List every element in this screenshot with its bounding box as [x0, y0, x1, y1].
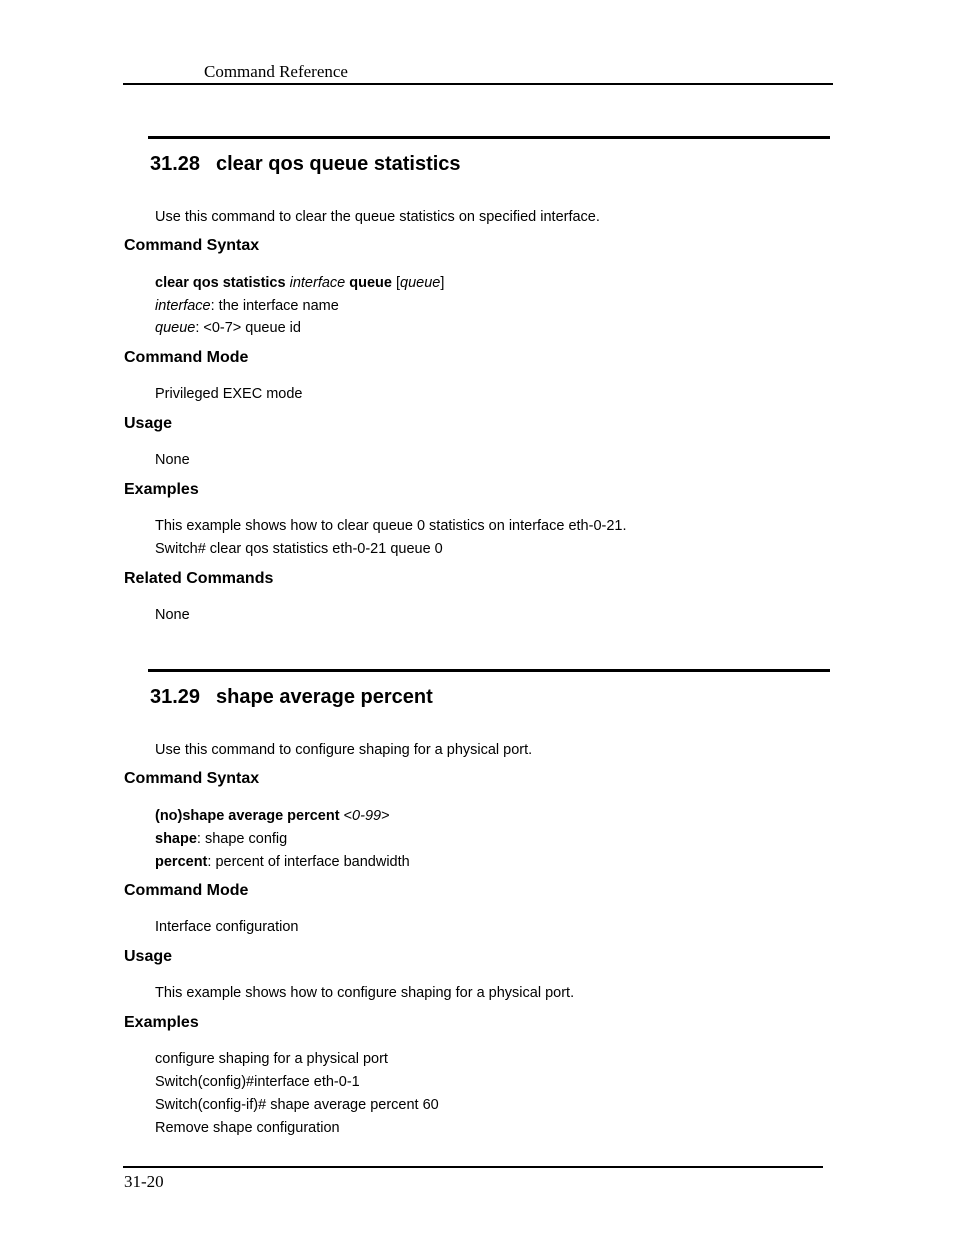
command-syntax-line: [155, 808, 390, 824]
header-rule: [123, 83, 833, 85]
param-name: percent: [155, 854, 208, 870]
param-desc: : <0-7> queue id: [195, 320, 301, 336]
param-line: [155, 831, 287, 847]
running-header: Command Reference: [204, 62, 348, 81]
command-mode-heading: Command Mode: [124, 882, 249, 899]
param-line: [155, 320, 301, 336]
section-title: [150, 153, 461, 176]
examples-heading: Examples: [124, 481, 199, 498]
section-title-text: clear qos queue statistics: [216, 153, 461, 175]
usage-text: This example shows how to configure shaping for a physical port.: [155, 985, 575, 1001]
examples-heading: Examples: [124, 1014, 199, 1031]
section-intro: Use this command to clear the queue statistics on specified interface.: [155, 209, 600, 225]
related-commands-heading: Related Commands: [124, 570, 274, 587]
syntax-command: (no)shape average percent: [155, 808, 340, 824]
example-line: This example shows how to clear queue 0 statistics on interface eth-0-21.: [155, 518, 627, 534]
syntax-argument: queue: [400, 275, 441, 291]
section-rule: [148, 136, 830, 139]
syntax-command: clear qos statistics: [155, 275, 286, 291]
param-line: [155, 854, 410, 870]
usage-heading: Usage: [124, 415, 173, 432]
example-line: Remove shape configuration: [155, 1120, 340, 1136]
command-mode-text: Interface configuration: [155, 919, 299, 935]
syntax-argument: 0-99: [352, 808, 382, 824]
param-desc: : the interface name: [210, 298, 339, 314]
param-desc: : shape config: [196, 831, 288, 847]
section-intro: Use this command to configure shaping for a physical port.: [155, 742, 533, 758]
example-line: configure shaping for a physical port: [155, 1051, 388, 1067]
command-syntax-heading: Command Syntax: [124, 770, 260, 787]
command-syntax-line: [155, 275, 444, 291]
example-line: Switch# clear qos statistics eth-0-21 queue 0: [155, 541, 443, 557]
section-rule: [148, 669, 830, 672]
command-syntax-heading: Command Syntax: [124, 237, 260, 254]
example-line: Switch(config)#interface eth-0-1: [155, 1074, 360, 1090]
section-number: 31.28: [150, 153, 201, 175]
syntax-bracket: >: [381, 808, 390, 824]
section-title-text: shape average percent: [216, 686, 433, 708]
syntax-bracket: ]: [440, 275, 445, 291]
section-number: 31.29: [150, 686, 201, 708]
syntax-bracket: <: [339, 808, 353, 824]
command-mode-text: Privileged EXEC mode: [155, 386, 303, 402]
page-number: 31-20: [124, 1172, 164, 1191]
syntax-keyword: queue: [349, 275, 392, 291]
param-desc: : percent of interface bandwidth: [207, 854, 410, 870]
section-title: [150, 686, 433, 709]
usage-heading: Usage: [124, 948, 173, 965]
param-name: queue: [155, 320, 196, 336]
command-mode-heading: Command Mode: [124, 349, 249, 366]
usage-text: None: [155, 452, 190, 468]
param-line: [155, 298, 339, 314]
syntax-argument: interface: [289, 275, 346, 291]
syntax-bracket: [: [396, 275, 401, 291]
related-commands-text: None: [155, 607, 190, 623]
param-name: shape: [155, 831, 197, 847]
footer-rule: [123, 1166, 823, 1168]
example-line: Switch(config-if)# shape average percent 60: [155, 1097, 439, 1113]
param-name: interface: [155, 298, 211, 314]
